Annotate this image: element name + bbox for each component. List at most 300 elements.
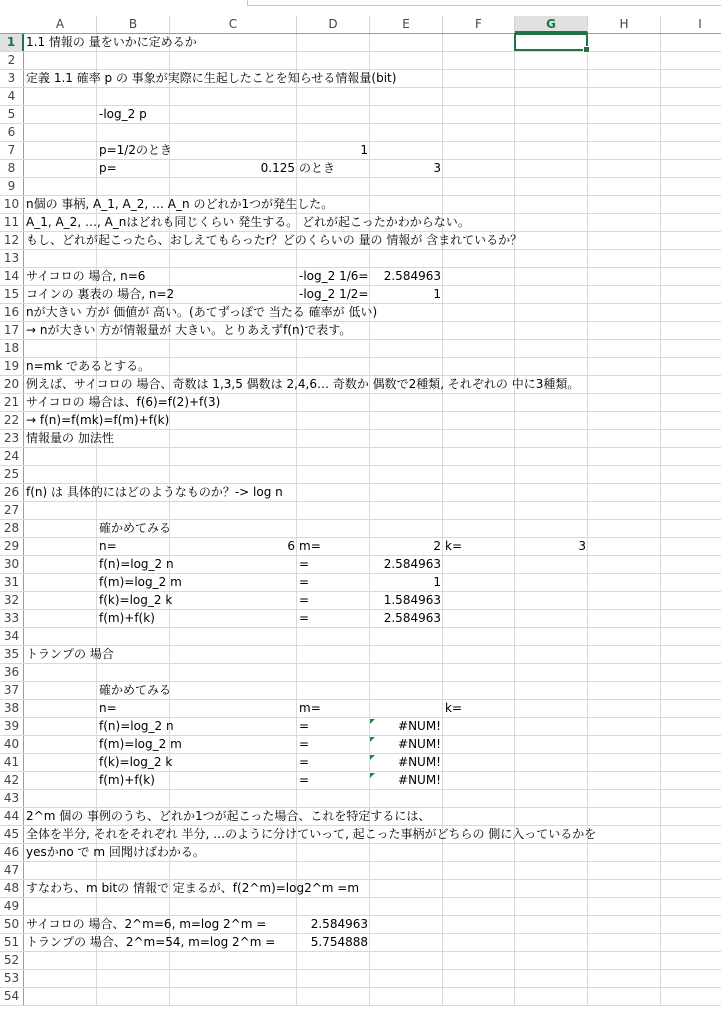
gridline	[660, 466, 661, 484]
gridline	[660, 772, 661, 790]
gridline	[660, 574, 661, 592]
cell-a1[interactable]: 1.1 情報の 量をいかに定めるか	[26, 35, 197, 49]
gridline	[442, 340, 443, 358]
row-header[interactable]: 14	[0, 268, 24, 285]
cell-d50[interactable]: 2.584963	[310, 917, 368, 931]
cell-b28[interactable]: 確かめてみる	[99, 521, 172, 535]
gridline	[660, 934, 661, 952]
row-header[interactable]: 4	[0, 88, 24, 105]
row-17	[0, 322, 721, 340]
gridline	[587, 718, 588, 736]
row-header[interactable]: 45	[0, 826, 24, 843]
row-3	[0, 70, 721, 88]
column-header-g[interactable]: G	[515, 16, 588, 33]
gridline	[296, 898, 297, 916]
cell-e14[interactable]: 2.584963	[383, 269, 441, 283]
row-header[interactable]: 46	[0, 844, 24, 861]
error-indicator-icon[interactable]	[370, 773, 375, 778]
row-27	[0, 502, 721, 520]
cell-e15[interactable]: 1	[433, 287, 441, 301]
gridline	[660, 610, 661, 628]
gridline	[296, 844, 297, 862]
cell-f38[interactable]: k=	[445, 701, 463, 715]
gridline	[587, 628, 588, 646]
row-33	[0, 610, 721, 628]
row-header[interactable]: 2	[0, 52, 24, 69]
gridline	[514, 322, 515, 340]
cell-d29[interactable]: m=	[299, 539, 321, 553]
gridline	[587, 376, 588, 394]
cell-a10[interactable]: n個の 事柄, A_1, A_2, … A_n のどれか1つが発生した。	[26, 197, 334, 211]
cell-a23[interactable]: 情報量の 加法性	[26, 431, 114, 445]
gridline	[442, 934, 443, 952]
gridline	[660, 376, 661, 394]
column-header-a[interactable]: A	[24, 16, 97, 33]
column-headers	[0, 16, 721, 34]
cell-b7[interactable]: p=1/2のとき	[99, 143, 172, 157]
row-header[interactable]: 18	[0, 340, 24, 357]
cell-a35[interactable]: トランプの 場合	[26, 647, 114, 661]
cell-e32[interactable]: 1.584963	[383, 593, 441, 607]
gridline	[296, 412, 297, 430]
row-header[interactable]: 52	[0, 952, 24, 969]
cell-d8[interactable]: のとき	[299, 161, 336, 175]
row-header[interactable]: 36	[0, 664, 24, 681]
row-22	[0, 412, 721, 430]
gridline	[587, 394, 588, 412]
gridline	[96, 502, 97, 520]
cell-a21[interactable]: サイコロの 場合は、f(6)=f(2)+f(3)	[26, 395, 221, 409]
gridline	[296, 178, 297, 196]
gridline	[442, 394, 443, 412]
row-header[interactable]: 27	[0, 502, 24, 519]
column-header-e[interactable]: E	[370, 16, 443, 33]
cell-b41[interactable]: f(k)=log_2 k	[99, 755, 173, 769]
row-header[interactable]: 31	[0, 574, 24, 591]
gridline	[96, 250, 97, 268]
gridline	[169, 430, 170, 448]
gridline	[587, 106, 588, 124]
cell-a22[interactable]: → f(n)=f(mk)=f(m)+f(k)	[26, 413, 170, 427]
cell-a14[interactable]: サイコロの 場合, n=6	[26, 269, 146, 283]
cell-a17[interactable]: → nが大きい 方が情報量が 大きい。とりあえずf(n)で表す。	[26, 323, 352, 337]
row-header[interactable]: 41	[0, 754, 24, 771]
gridline	[587, 322, 588, 340]
cell-f29[interactable]: k=	[445, 539, 463, 553]
cell-e41[interactable]: #NUM!	[398, 755, 441, 769]
cell-d32[interactable]: =	[299, 593, 310, 607]
gridline	[169, 502, 170, 520]
row-45	[0, 826, 721, 844]
gridline	[169, 250, 170, 268]
gridline	[369, 466, 370, 484]
gridline	[660, 106, 661, 124]
row-header[interactable]: 11	[0, 214, 24, 231]
gridline	[587, 484, 588, 502]
gridline	[442, 898, 443, 916]
gridline	[442, 322, 443, 340]
cell-c8[interactable]: 0.125	[260, 161, 295, 175]
cell-a11[interactable]: A_1, A_2, …, A_nはどれも同じくらい 発生する。 どれが起こったかわからない。	[26, 215, 470, 229]
row-26	[0, 484, 721, 502]
gridline	[169, 88, 170, 106]
gridline	[369, 970, 370, 988]
column-header-i[interactable]: I	[661, 16, 721, 33]
cell-a12[interactable]: もし、どれが起こったら、おしえてもらったr？どのくらいの 量の 情報が 含まれているか？	[26, 233, 523, 247]
cell-b5[interactable]: -log_2 p	[99, 107, 147, 121]
row-9	[0, 178, 721, 196]
gridline	[442, 844, 443, 862]
cell-a50[interactable]: サイコロの 場合、2^m=6, m=log 2^m =	[26, 917, 267, 931]
gridline	[587, 196, 588, 214]
gridline	[442, 988, 443, 1006]
cell-a16[interactable]: nが大きい 方が 価値が 高い。(あてずっぽで 当たる 確率が 低い)	[26, 305, 378, 319]
gridline	[660, 556, 661, 574]
cell-b31[interactable]: f(m)=log_2 m	[99, 575, 182, 589]
row-16	[0, 304, 721, 322]
cell-a19[interactable]: n=mk であるとする。	[26, 359, 151, 373]
cell-d33[interactable]: =	[299, 611, 310, 625]
cell-d40[interactable]: =	[299, 737, 310, 751]
cell-a15[interactable]: コインの 裏表の 場合, n=2	[26, 287, 175, 301]
gridline	[660, 88, 661, 106]
gridline	[660, 592, 661, 610]
row-51	[0, 934, 721, 952]
cell-a26[interactable]: f(n) は 具体的にはどのようなものか？-> log n	[26, 485, 283, 499]
gridline	[514, 682, 515, 700]
cell-d7[interactable]: 1	[360, 143, 368, 157]
cell-b38[interactable]: n=	[99, 701, 117, 715]
gridline	[442, 664, 443, 682]
gridline	[169, 610, 170, 628]
row-header[interactable]: 17	[0, 322, 24, 339]
row-38	[0, 700, 721, 718]
gridline	[660, 844, 661, 862]
row-50	[0, 916, 721, 934]
row-1	[0, 34, 721, 52]
gridline	[587, 592, 588, 610]
gridline	[96, 790, 97, 808]
row-header[interactable]: 1	[0, 34, 24, 51]
gridline	[587, 916, 588, 934]
row-header[interactable]: 7	[0, 142, 24, 159]
cell-d38[interactable]: m=	[299, 701, 321, 715]
cell-b40[interactable]: f(m)=log_2 m	[99, 737, 182, 751]
gridline	[514, 394, 515, 412]
column-header-f[interactable]: F	[443, 16, 515, 33]
gridline	[587, 286, 588, 304]
row-header[interactable]: 10	[0, 196, 24, 213]
row-header[interactable]: 25	[0, 466, 24, 483]
row-header[interactable]: 3	[0, 70, 24, 87]
gridline	[660, 250, 661, 268]
cell-d41[interactable]: =	[299, 755, 310, 769]
row-48	[0, 880, 721, 898]
row-49	[0, 898, 721, 916]
row-13	[0, 250, 721, 268]
cell-d51[interactable]: 5.754888	[310, 935, 368, 949]
row-header[interactable]: 44	[0, 808, 24, 825]
cell-d39[interactable]: =	[299, 719, 310, 733]
gridline	[96, 88, 97, 106]
row-header[interactable]: 15	[0, 286, 24, 303]
gridline	[587, 412, 588, 430]
row-header[interactable]: 19	[0, 358, 24, 375]
gridline	[369, 322, 370, 340]
gridline	[514, 268, 515, 286]
gridline	[660, 232, 661, 250]
gridline	[514, 610, 515, 628]
row-header[interactable]: 47	[0, 862, 24, 879]
gridline	[660, 664, 661, 682]
row-header[interactable]: 42	[0, 772, 24, 789]
gridline	[587, 520, 588, 538]
gridline	[369, 628, 370, 646]
gridline	[169, 700, 170, 718]
row-5	[0, 106, 721, 124]
gridline	[587, 808, 588, 826]
row-34	[0, 628, 721, 646]
cell-e40[interactable]: #NUM!	[398, 737, 441, 751]
row-header[interactable]: 53	[0, 970, 24, 987]
gridline	[442, 196, 443, 214]
gridline	[96, 124, 97, 142]
gridline	[369, 790, 370, 808]
gridline	[369, 898, 370, 916]
cell-b39[interactable]: f(n)=log_2 n	[99, 719, 174, 733]
gridline	[296, 358, 297, 376]
cell-b8[interactable]: p=	[99, 161, 117, 175]
gridline	[660, 682, 661, 700]
cell-a51[interactable]: トランプの 場合、2^m=54, m=log 2^m =	[26, 935, 276, 949]
row-14	[0, 268, 721, 286]
gridline	[369, 412, 370, 430]
cell-e31[interactable]: 1	[433, 575, 441, 589]
cell-a48[interactable]: すなわち、m bitの 情報で 定まるが、f(2^m)=log2^m =m	[26, 881, 360, 895]
gridline	[296, 952, 297, 970]
gridline	[587, 502, 588, 520]
gridline	[369, 52, 370, 70]
row-header[interactable]: 24	[0, 448, 24, 465]
cell-e29[interactable]: 2	[433, 539, 441, 553]
row-header[interactable]: 51	[0, 934, 24, 951]
row-header[interactable]: 8	[0, 160, 24, 177]
gridline	[442, 304, 443, 322]
cell-a44[interactable]: 2^m 個の 事例のうち、どれか1つが起こった場合、これを特定するには、	[26, 809, 431, 823]
row-header[interactable]: 26	[0, 484, 24, 501]
cell-d31[interactable]: =	[299, 575, 310, 589]
cell-a46[interactable]: yesかno で m 回聞けばわかる。	[26, 845, 205, 859]
row-header[interactable]: 30	[0, 556, 24, 573]
row-8	[0, 160, 721, 178]
row-header[interactable]: 21	[0, 394, 24, 411]
gridline	[442, 466, 443, 484]
row-21	[0, 394, 721, 412]
gridline	[660, 718, 661, 736]
column-header-d[interactable]: D	[297, 16, 370, 33]
row-header[interactable]: 9	[0, 178, 24, 195]
gridline	[96, 862, 97, 880]
cell-a45[interactable]: 全体を半分, それをそれぞれ 半分, …のように分けていって, 起こった事柄がどちらの 側に入っているかを	[26, 827, 597, 841]
gridline	[442, 106, 443, 124]
gridline	[296, 250, 297, 268]
row-header[interactable]: 16	[0, 304, 24, 321]
gridline	[296, 394, 297, 412]
row-header[interactable]: 23	[0, 430, 24, 447]
column-header-h[interactable]: H	[588, 16, 661, 33]
row-header[interactable]: 20	[0, 376, 24, 393]
row-35	[0, 646, 721, 664]
gridline	[660, 646, 661, 664]
cell-b37[interactable]: 確かめてみる	[99, 683, 172, 697]
row-header[interactable]: 40	[0, 736, 24, 753]
row-header[interactable]: 33	[0, 610, 24, 627]
cell-e33[interactable]: 2.584963	[383, 611, 441, 625]
gridline	[514, 700, 515, 718]
gridline	[587, 862, 588, 880]
row-header[interactable]: 28	[0, 520, 24, 537]
gridline	[514, 934, 515, 952]
gridline	[442, 448, 443, 466]
row-header[interactable]: 37	[0, 682, 24, 699]
gridline	[587, 268, 588, 286]
cell-b32[interactable]: f(k)=log_2 k	[99, 593, 173, 607]
gridline	[369, 250, 370, 268]
gridline	[442, 52, 443, 70]
row-header[interactable]: 35	[0, 646, 24, 663]
gridline	[369, 448, 370, 466]
gridline	[514, 664, 515, 682]
cell-a20[interactable]: 例えば、サイコロの 場合、奇数は 1,3,5 偶数は 2,4,6… 奇数か 偶数で2種類, それぞれの 中に3種類。	[26, 377, 580, 391]
gridline	[169, 340, 170, 358]
row-2	[0, 52, 721, 70]
gridline	[442, 880, 443, 898]
row-header[interactable]: 5	[0, 106, 24, 123]
row-29	[0, 538, 721, 556]
cell-b42[interactable]: f(m)+f(k)	[99, 773, 155, 787]
gridline	[660, 970, 661, 988]
gridline	[587, 214, 588, 232]
gridline	[369, 394, 370, 412]
row-header[interactable]: 39	[0, 718, 24, 735]
row-header[interactable]: 34	[0, 628, 24, 645]
row-header[interactable]: 6	[0, 124, 24, 141]
error-indicator-icon[interactable]	[370, 719, 375, 724]
cell-b33[interactable]: f(m)+f(k)	[99, 611, 155, 625]
error-indicator-icon[interactable]	[370, 755, 375, 760]
gridline	[169, 664, 170, 682]
row-header[interactable]: 29	[0, 538, 24, 555]
gridline	[169, 898, 170, 916]
formula-bar[interactable]	[247, 0, 721, 6]
cell-c29[interactable]: 6	[287, 539, 295, 553]
gridline	[514, 844, 515, 862]
error-indicator-icon[interactable]	[370, 737, 375, 742]
cell-d15[interactable]: -log_2 1/2=	[299, 287, 369, 301]
row-header[interactable]: 49	[0, 898, 24, 915]
gridline	[514, 952, 515, 970]
gridline	[514, 808, 515, 826]
row-46	[0, 844, 721, 862]
row-header[interactable]: 13	[0, 250, 24, 267]
gridline	[442, 862, 443, 880]
cell-a3[interactable]: 定義 1.1 確率 p の 事象が実際に生起したことを知らせる情報量(bit)	[26, 71, 397, 85]
gridline	[96, 178, 97, 196]
gridline	[587, 160, 588, 178]
active-cell-g1[interactable]	[514, 33, 588, 51]
gridline	[296, 628, 297, 646]
row-header[interactable]: 50	[0, 916, 24, 933]
spreadsheet-grid[interactable]	[0, 34, 721, 1006]
gridline	[369, 196, 370, 214]
gridline	[169, 646, 170, 664]
cell-e8[interactable]: 3	[433, 161, 441, 175]
cell-d42[interactable]: =	[299, 773, 310, 787]
row-header[interactable]: 12	[0, 232, 24, 249]
row-52	[0, 952, 721, 970]
gridline	[442, 70, 443, 88]
gridline	[660, 412, 661, 430]
gridline	[660, 520, 661, 538]
cell-e42[interactable]: #NUM!	[398, 773, 441, 787]
gridline	[587, 772, 588, 790]
gridline	[442, 412, 443, 430]
row-header[interactable]: 38	[0, 700, 24, 717]
gridline	[587, 574, 588, 592]
row-23	[0, 430, 721, 448]
gridline	[514, 556, 515, 574]
cell-e30[interactable]: 2.584963	[383, 557, 441, 571]
row-header[interactable]: 54	[0, 988, 24, 1005]
cell-e39[interactable]: #NUM!	[398, 719, 441, 733]
gridline	[660, 898, 661, 916]
gridline	[587, 340, 588, 358]
gridline	[587, 178, 588, 196]
gridline	[369, 988, 370, 1006]
gridline	[514, 196, 515, 214]
gridline	[169, 268, 170, 286]
cell-d14[interactable]: -log_2 1/6=	[299, 269, 369, 283]
gridline	[587, 880, 588, 898]
gridline	[369, 88, 370, 106]
gridline	[169, 988, 170, 1006]
row-7	[0, 142, 721, 160]
gridline	[369, 340, 370, 358]
cell-b30[interactable]: f(n)=log_2 n	[99, 557, 174, 571]
row-header[interactable]: 22	[0, 412, 24, 429]
gridline	[514, 430, 515, 448]
cell-b29[interactable]: n=	[99, 539, 117, 553]
gridline	[587, 736, 588, 754]
row-header[interactable]: 48	[0, 880, 24, 897]
gridline	[369, 952, 370, 970]
cell-g29[interactable]: 3	[578, 539, 586, 553]
gridline	[369, 664, 370, 682]
gridline	[442, 970, 443, 988]
gridline	[96, 952, 97, 970]
cell-d30[interactable]: =	[299, 557, 310, 571]
gridline	[587, 556, 588, 574]
gridline	[660, 304, 661, 322]
row-header[interactable]: 43	[0, 790, 24, 807]
row-11	[0, 214, 721, 232]
gridline	[587, 970, 588, 988]
gridline	[514, 250, 515, 268]
column-header-c[interactable]: C	[170, 16, 297, 33]
row-header[interactable]: 32	[0, 592, 24, 609]
column-header-b[interactable]: B	[97, 16, 170, 33]
gridline	[514, 88, 515, 106]
